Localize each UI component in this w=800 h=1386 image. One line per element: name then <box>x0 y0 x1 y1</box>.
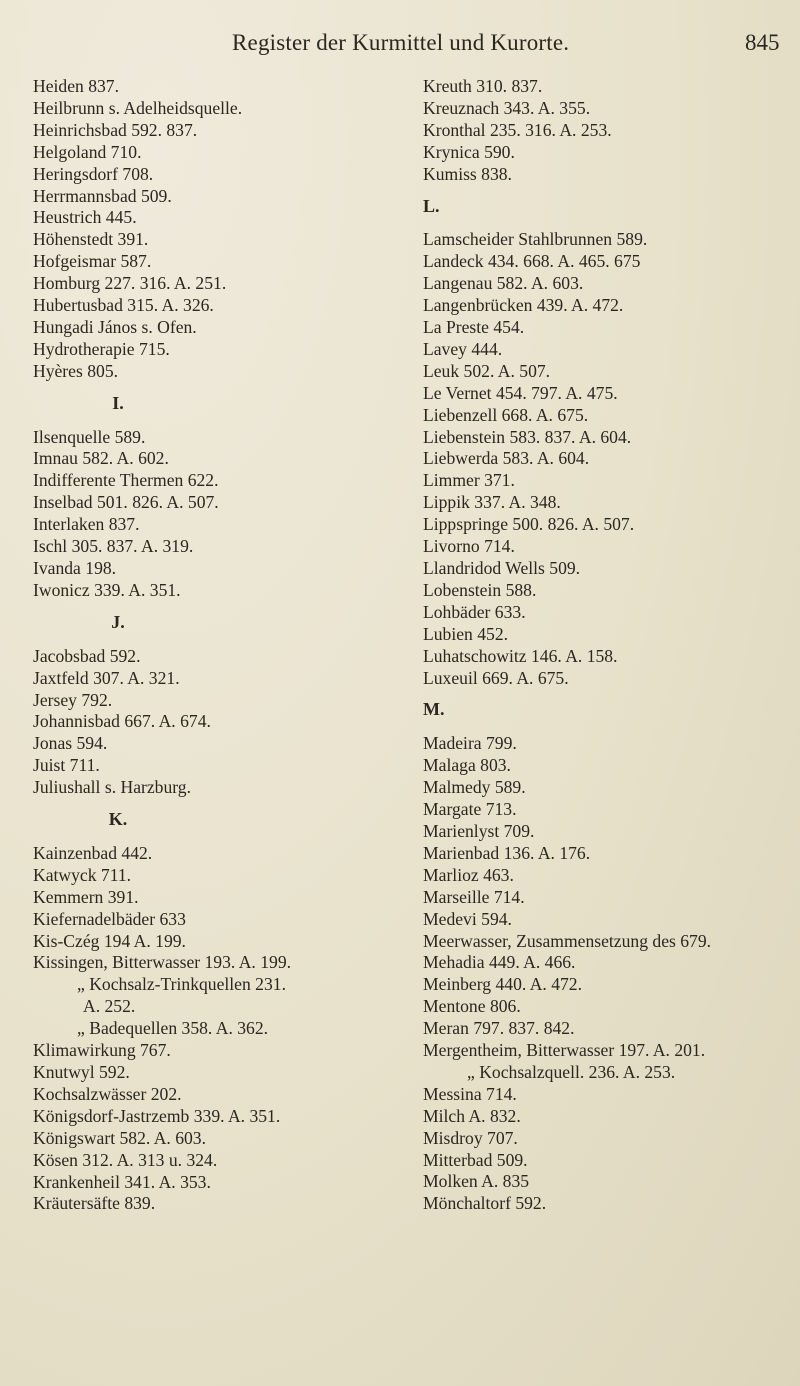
index-entry: Livorno 714. <box>423 536 515 557</box>
index-entry: Klimawirkung 767. <box>33 1040 171 1061</box>
running-title: Register der Kurmittel und Kurorte. <box>232 30 570 55</box>
index-entry: Kissingen, Bitterwasser 193. A. 199. <box>33 952 292 973</box>
index-entry: Marseille 714. <box>423 886 525 907</box>
index-entry: Kreuznach 343. A. 355. <box>423 97 591 118</box>
index-entry: Lobenstein 588. <box>423 579 537 600</box>
index-continuation: A. 252. <box>83 996 136 1017</box>
index-subentry: „ Kochsalzquell. 236. A. 253. <box>467 1061 676 1082</box>
index-entry: Mitterbad 509. <box>423 1149 528 1170</box>
index-entry: Königswart 582. A. 603. <box>33 1127 206 1148</box>
index-entry: Kräutersäfte 839. <box>33 1193 156 1214</box>
index-entry: Lamscheider Stahlbrunnen 589. <box>423 229 648 250</box>
index-entry: Jersey 792. <box>33 689 113 710</box>
index-entry: Lohbäder 633. <box>423 601 526 622</box>
index-entry: Mönchaltorf 592. <box>423 1193 547 1214</box>
index-entry: Knutwyl 592. <box>33 1062 130 1083</box>
index-entry: Johannisbad 667. A. 674. <box>33 711 211 732</box>
index-entry: Kösen 312. A. 313 u. 324. <box>33 1149 218 1170</box>
index-entry: Molken A. 835 <box>423 1171 530 1192</box>
index-entry: Leuk 502. A. 507. <box>423 360 551 381</box>
index-entry: Kemmern 391. <box>33 886 139 907</box>
index-entry: Krankenheil 341. A. 353. <box>33 1171 211 1192</box>
index-entry: Medevi 594. <box>423 908 512 929</box>
section-letter: L. <box>423 195 440 216</box>
index-entry: Limmer 371. <box>423 470 515 491</box>
index-entry: Messina 714. <box>423 1083 517 1104</box>
section-letter: J. <box>111 611 125 632</box>
index-entry: Herrmannsbad 509. <box>33 185 172 206</box>
index-entry: Heustrich 445. <box>33 207 137 228</box>
index-entry: Hyères 805. <box>33 360 119 381</box>
index-entry: Juliushall s. Harzburg. <box>33 777 192 798</box>
index-entry: Marlioz 463. <box>423 864 514 885</box>
index-entry: Hungadi János s. Ofen. <box>33 316 197 337</box>
index-entry: Ilsenquelle 589. <box>33 426 146 447</box>
index-entry: Imnau 582. A. 602. <box>33 448 169 469</box>
index-entry: Heiden 837. <box>33 76 119 96</box>
index-entry: Heilbrunn s. Adelheidsquelle. <box>33 97 243 118</box>
index-entry: Kumiss 838. <box>423 163 512 184</box>
index-entry: Hubertusbad 315. A. 326. <box>33 295 214 316</box>
index-entry: Heinrichsbad 592. 837. <box>33 119 198 140</box>
index-entry: Malaga 803. <box>423 755 511 776</box>
index-entry: Indifferente Thermen 622. <box>33 470 219 491</box>
index-entry: Langenbrücken 439. A. 472. <box>423 295 624 316</box>
index-entry: Meran 797. 837. 842. <box>423 1018 575 1039</box>
index-entry: Mentone 806. <box>423 996 521 1017</box>
index-entry: Höhenstedt 391. <box>33 229 149 250</box>
index-entry: Helgoland 710. <box>33 141 142 162</box>
index-entry: Jacobsbad 592. <box>33 645 141 666</box>
index-entry: Hydrotherapie 715. <box>33 338 170 359</box>
index-entry: Lubien 452. <box>423 623 509 644</box>
index-subentry: „ Kochsalz-Trinkquellen 231. <box>77 974 286 995</box>
index-entry: Königsdorf-Jastrzemb 339. A. 351. <box>33 1105 281 1126</box>
right-column <box>423 76 795 1215</box>
index-entry: Liebenstein 583. 837. A. 604. <box>423 426 632 447</box>
page-header <box>0 30 800 70</box>
index-entry: Katwyck 711. <box>33 864 132 885</box>
index-entry: Liebwerda 583. A. 604. <box>423 448 590 469</box>
index-entry: Milch A. 832. <box>423 1105 521 1126</box>
index-entry: Liebenzell 668. A. 675. <box>423 404 589 425</box>
index-entry: Mergentheim, Bitterwasser 197. A. 201. <box>423 1040 706 1061</box>
index-entry: Kis-Czég 194 A. 199. <box>33 930 186 951</box>
index-entry: Meinberg 440. A. 472. <box>423 974 582 995</box>
section-letter: M. <box>423 699 445 720</box>
index-entry: Marienlyst 709. <box>423 820 535 841</box>
index-entry: Kiefernadelbäder 633 <box>33 908 186 929</box>
index-entry: Marienbad 136. A. 176. <box>423 842 591 863</box>
index-entry: Lippik 337. A. 348. <box>423 492 561 513</box>
index-entry: Luxeuil 669. A. 675. <box>423 667 569 688</box>
section-letter: K. <box>108 809 128 830</box>
index-entry: Llandridod Wells 509. <box>423 558 581 579</box>
section-letter: I. <box>112 392 124 413</box>
index-entry: Jaxtfeld 307. A. 321. <box>33 667 180 688</box>
index-entry: Margate 713. <box>423 799 517 820</box>
index-entry: La Preste 454. <box>423 317 525 338</box>
index-entry: Ivanda 198. <box>33 558 117 579</box>
index-entry: Kochsalzwässer 202. <box>33 1083 182 1104</box>
index-entry: Interlaken 837. <box>33 514 140 535</box>
index-entry: Luhatschowitz 146. A. 158. <box>423 645 618 666</box>
index-entry: Langenau 582. A. 603. <box>423 273 584 294</box>
index-entry: Misdroy 707. <box>423 1127 518 1148</box>
index-entry: Krynica 590. <box>423 141 515 162</box>
index-entry: Iwonicz 339. A. 351. <box>33 579 181 600</box>
page-number: 845 <box>745 30 780 55</box>
index-entry: Homburg 227. 316. A. 251. <box>33 273 227 294</box>
left-column <box>33 76 403 1215</box>
index-entry: Ischl 305. 837. A. 319. <box>33 536 194 557</box>
index-entry: Meerwasser, Zusammensetzung des 679. <box>423 930 712 951</box>
index-entry: Hofgeismar 587. <box>33 251 152 272</box>
index-entry: Kronthal 235. 316. A. 253. <box>423 119 612 140</box>
index-entry: Le Vernet 454. 797. A. 475. <box>423 382 618 403</box>
index-entry: Inselbad 501. 826. A. 507. <box>33 492 219 513</box>
index-entry: Jonas 594. <box>33 733 108 754</box>
index-subentry: „ Badequellen 358. A. 362. <box>77 1018 269 1039</box>
index-entry: Juist 711. <box>33 755 100 776</box>
index-entry: Lippspringe 500. 826. A. 507. <box>423 514 635 535</box>
index-entry: Heringsdorf 708. <box>33 163 154 184</box>
index-entry: Kainzenbad 442. <box>33 842 153 863</box>
index-entry: Mehadia 449. A. 466. <box>423 952 576 973</box>
index-entry: Kreuth 310. 837. <box>423 76 543 96</box>
index-entry: Madeira 799. <box>423 733 517 754</box>
index-entry: Malmedy 589. <box>423 777 526 798</box>
index-entry: Landeck 434. 668. A. 465. 675 <box>423 251 641 272</box>
index-entry: Lavey 444. <box>423 338 503 359</box>
